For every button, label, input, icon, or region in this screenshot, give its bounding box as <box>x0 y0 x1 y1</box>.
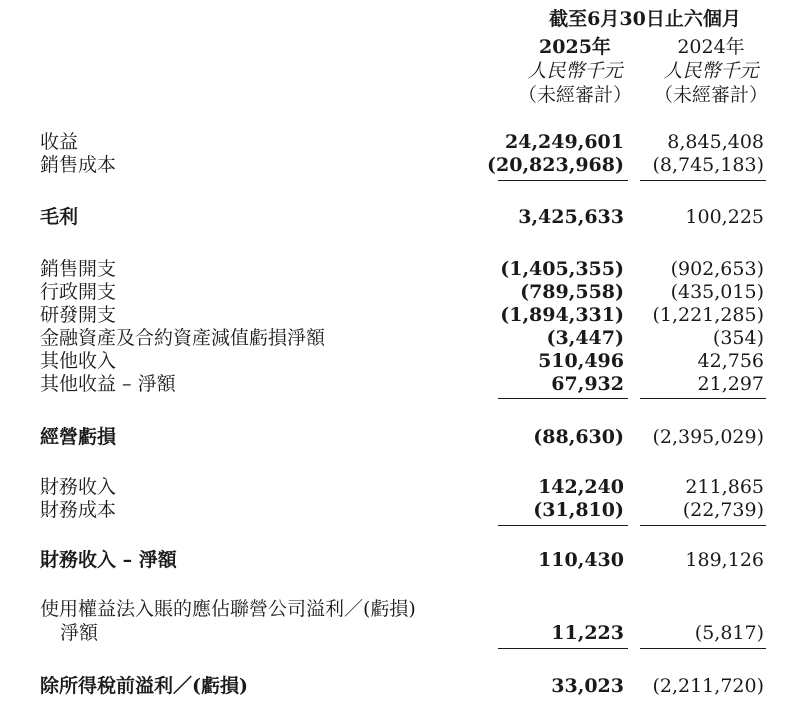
other-gains-2025: 67,932 <box>551 373 624 395</box>
other-gains-2024: 21,297 <box>697 373 764 395</box>
revenue-2024: 8,845,408 <box>667 131 764 153</box>
finance-income-net-label: 財務收入 – 淨額 <box>40 549 177 571</box>
selling-expenses-label: 銷售開支 <box>40 258 117 280</box>
audit-note-2024: （未經審計） <box>653 84 768 106</box>
cost-of-sales-2025: (20,823,968) <box>487 154 624 176</box>
year-2025-header: 2025年 <box>539 36 611 58</box>
finance-income-net-2025: 110,430 <box>538 549 624 571</box>
selling-expenses-2025: (1,405,355) <box>500 258 624 280</box>
finance-income-2025: 142,240 <box>538 476 624 498</box>
subtotal-rule-2024 <box>640 525 766 526</box>
gross-profit-label: 毛利 <box>40 206 79 228</box>
other-income-2024: 42,756 <box>697 350 764 372</box>
impairment-2024: (354) <box>712 327 764 349</box>
gross-profit-2024: 100,225 <box>685 206 764 228</box>
subtotal-rule-2024 <box>640 398 766 399</box>
finance-income-2024: 211,865 <box>685 476 764 498</box>
admin-expenses-2024: (435,015) <box>670 281 764 303</box>
revenue-label: 收益 <box>40 131 79 153</box>
subtotal-rule-2025 <box>498 180 628 181</box>
other-income-label: 其他收入 <box>40 350 117 372</box>
cost-of-sales-label: 銷售成本 <box>40 154 117 176</box>
profit-before-tax-2024: (2,211,720) <box>652 675 764 697</box>
subtotal-rule-2025 <box>498 398 628 399</box>
other-gains-label: 其他收益 – 淨額 <box>40 373 176 395</box>
subtotal-rule-2025 <box>498 648 628 649</box>
impairment-label: 金融資產及合約資產減值虧損淨額 <box>40 327 326 349</box>
finance-income-label: 財務收入 <box>40 476 117 498</box>
profit-before-tax-2025: 33,023 <box>551 675 624 697</box>
rd-expenses-label: 研發開支 <box>40 304 117 326</box>
revenue-2025: 24,249,601 <box>505 131 624 153</box>
period-header: 截至6月30日止六個月 <box>549 8 741 30</box>
subtotal-rule-2024 <box>640 180 766 181</box>
finance-costs-2024: (22,739) <box>682 499 764 521</box>
unit-2025-header: 人民幣千元 <box>527 60 623 82</box>
share-of-associates-2025: 11,223 <box>551 622 624 644</box>
rd-expenses-2024: (1,221,285) <box>652 304 764 326</box>
share-of-associates-label: 使用權益法入賬的應佔聯營公司溢利／(虧損) <box>40 598 416 620</box>
share-of-associates-label-cont: 淨額 <box>60 622 99 644</box>
finance-costs-2025: (31,810) <box>533 499 624 521</box>
cost-of-sales-2024: (8,745,183) <box>652 154 764 176</box>
unit-2024-header: 人民幣千元 <box>663 60 759 82</box>
year-2024-header: 2024年 <box>677 36 745 58</box>
operating-loss-2024: (2,395,029) <box>652 426 764 448</box>
subtotal-rule-2025 <box>498 525 628 526</box>
finance-costs-label: 財務成本 <box>40 499 117 521</box>
other-income-2025: 510,496 <box>538 350 624 372</box>
admin-expenses-label: 行政開支 <box>40 281 117 303</box>
operating-loss-2025: (88,630) <box>533 426 624 448</box>
profit-before-tax-label: 除所得稅前溢利／(虧損) <box>40 675 248 697</box>
admin-expenses-2025: (789,558) <box>520 281 624 303</box>
operating-loss-label: 經營虧損 <box>40 426 117 448</box>
subtotal-rule-2024 <box>640 648 766 649</box>
audit-note-2025: （未經審計） <box>517 84 632 106</box>
impairment-2025: (3,447) <box>546 327 624 349</box>
selling-expenses-2024: (902,653) <box>670 258 764 280</box>
gross-profit-2025: 3,425,633 <box>518 206 624 228</box>
finance-income-net-2024: 189,126 <box>685 549 764 571</box>
rd-expenses-2025: (1,894,331) <box>500 304 624 326</box>
share-of-associates-2024: (5,817) <box>694 622 764 644</box>
